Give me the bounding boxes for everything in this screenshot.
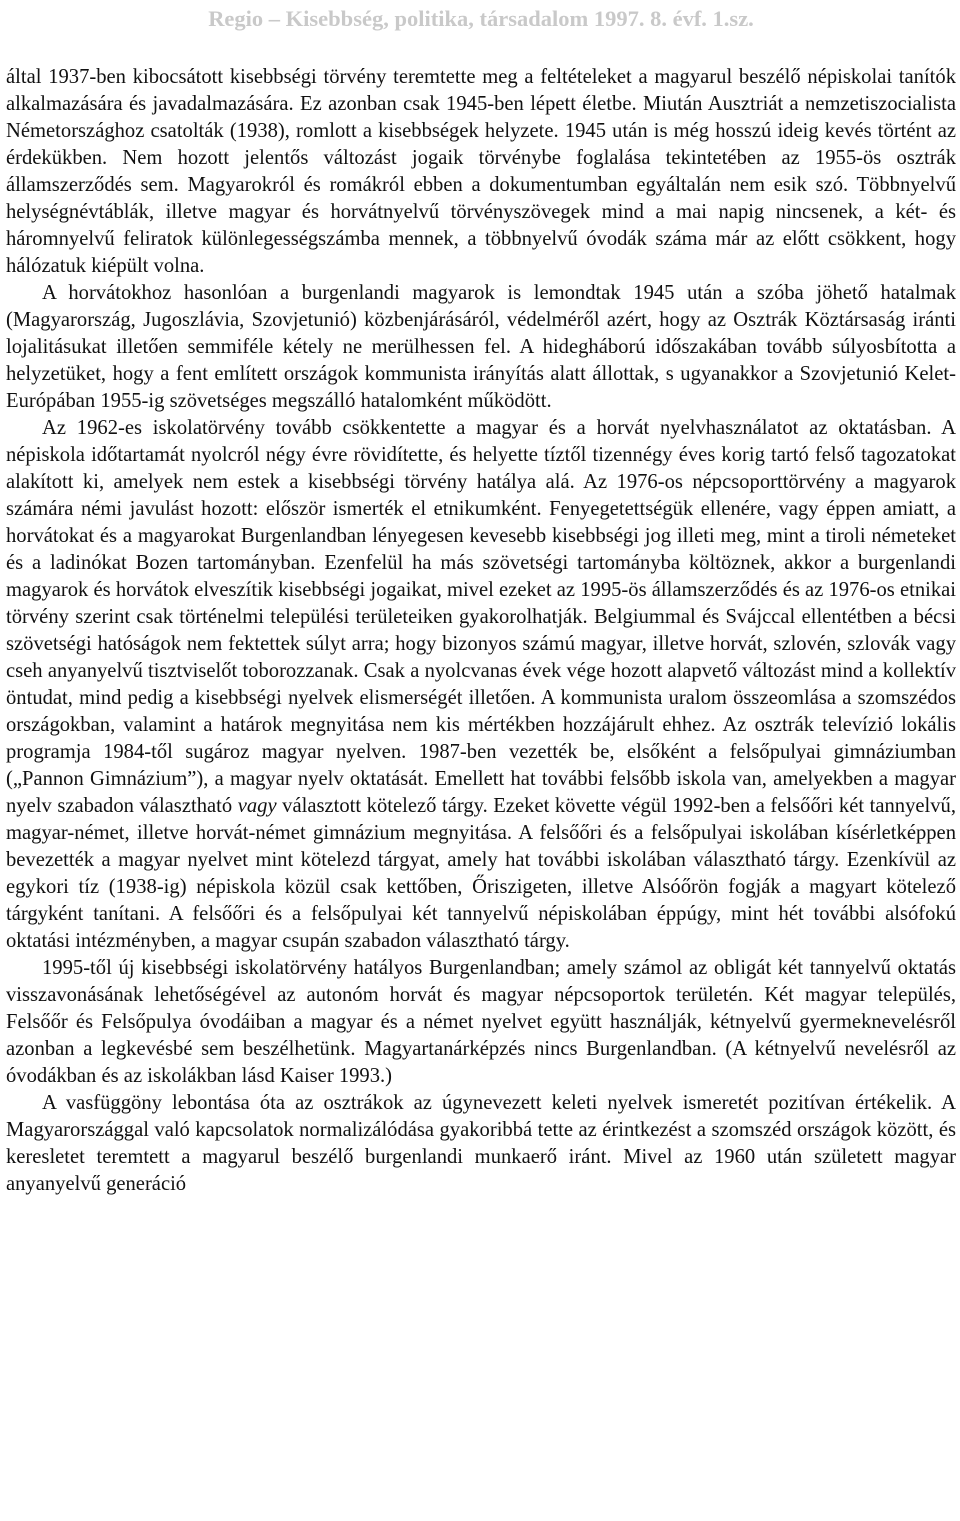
paragraph-1: által 1937-ben kibocsátott kisebbségi törvény teremtette meg a feltételeket a magyarul beszélő népiskolai tanítók alkalmazására és javadalmazására. Ez azonban csak 1945-ben lépett életbe. Miután Ausztriát a nemzetiszocialista Németországhoz csatolták (1938), romlott a kisebbségek helyzete. 1945 után is még hosszú ideig kevés történt az érdekükben. Nem hozott jelentős változást jogaik törvénybe foglalása tekintetében az 1955-ös osztrák államszerződés sem. Magyarokról és romákról ebben a dokumentumban egyáltalán nem esik szó. Többnyelvű helységnévtáblák, illetve magyar és horvátnyelvű törvényszövegek mind a mai napig nincsenek, a két- és háromnyelvű feliratok különlegességszámba mennek, a többnyelvű óvodák száma már az előtt csökkent, hogy hálózatuk kiépült volna. [6,66,956,277]
paragraph-5: A vasfüggöny lebontása óta az osztrákok az úgynevezett keleti nyelvek ismeretét pozitívan értékelik. A Magyarországgal való kapcsolatok normalizálódása gyakoribbá tette az érintkezést a szomszéd országok között, és keresletet teremtett a magyarul beszélő burgenlandi munkaerő iránt. Mivel az 1960 után született magyar anyanyelvű generáció [6,1092,956,1195]
paragraph-2: A horvátokhoz hasonlóan a burgenlandi magyarok is lemondtak 1945 után a szóba jöhető hatalmak (Magyarország, Jugoszlávia, Szovjetunió) közbenjárásáról, védelméről azért, hogy az Osztrák Köztársaság iránti lojalitásukat illetően semmiféle kétely ne merülhessen fel. A hidegháború időszakában tovább súlyosbította a helyzetüket, hogy a fent említett országok kommunista irányítás alatt állottak, s ugyanakkor a Szovjetunió Kelet-Európában 1955-ig szövetséges megszálló hatalomként működött. [6,282,956,412]
paragraph-3 [6,415,956,955]
body-text [6,64,956,1198]
paragraph-3-italic-word: vagy [237,795,277,817]
paragraph-3-text-after: választott kötelező tárgy. Ezeket követte végül 1992-ben a felsőőri két tannyelvű, magyar-német, illetve horvát-német gimnázium megnyitása. A felsőőri és a felsőpulyai iskolában kísérletképpen bevezették a magyar nyelvet mint kötelezd tárgyat, amely hat további iskolában választható tárgy. Ezenkívül az egykori tíz (1938-ig) népiskola közül csak kettőben, Őriszigeten, illetve Alsóőrön fogják a magyart kötelező tárgyként tanítani. A felsőőri és a felsőpulyai két tannyelvű népiskolában éppúgy, mint hét további alsófokú oktatási intézményben, a magyar csupán szabadon választható tárgy. [6,795,956,952]
paragraph-4: 1995-től új kisebbségi iskolatörvény hatályos Burgenlandban; amely számol az obligát két tannyelvű oktatás visszavonásának lehetőségével az autonóm horvát és magyar népcsoportok területén. Két magyar település, Felsőőr és Felsőpulya óvodáiban a magyar és a német nyelvet együtt használják, kétnyelvű gyermeknevelésről azonban a legkevésbé sem beszélhetünk. Magyartanárképzés nincs Burgenlandban. (A kétnyelvű nevelésről az óvodákban és az iskolákban lásd Kaiser 1993.) [6,957,956,1087]
document-page [6,0,956,1521]
running-header: Regio – Kisebbség, politika, társadalom 1997. 8. évf. 1.sz. [208,6,754,31]
paragraph-3-text-before: Az 1962-es iskolatörvény tovább csökkentette a magyar és a horvát nyelvhasználatot az oktatásban. A népiskola időtartamát nyolcról négy évre rövidítette, és helyette tíztől tizennégy éves korig tartó felső tagozatokat alakított ki, amelyek nem estek a kisebbségi törvény hatálya alá. Az 1976-os népcsoporttörvény a magyarok számára némi javulást hozott: először ismerték el etnikumként. Fenyegetettségük ellenére, vagy éppen amiatt, a horvátokat és a magyarokat Burgenlandban lényegesen kevesebb kisebbségi jog illeti meg, mint a tiroli németeket és a ladinókat Bozen tartományban. Ezenfelül ha más szövetségi tartományba költöznek, akkor a burgenlandi magyarok és horvátok elveszítik kisebbségi jogaikat, mivel ezeket az 1995-ös államszerződés és az 1976-os etnikai törvény szerint csak történelmi települési területeiken gyakorolhatják. Belgiummal és Svájccal ellentétben a bécsi szövetségi hatóságok nem fektettek súlyt arra; hogy bizonyos számú magyar, illetve horvát, szlovén, szlovák vagy cseh anyanyelvű tisztviselőt toborozzanak. Csak a nyolcvanas évek vége hozott alapvető változást mind a kollektív öntudat, mind pedig a kisebbségi nyelvek elismerségét illetően. A kommunista uralom összeomlása a szomszédos országokban, valamint a határok megnyitása nem kis mértékben hozzájárult ehhez. Az osztrák televízió lokális programja 1984-től sugároz magyar nyelven. 1987-ben vezették be, elsőként a felsőpulyai gimnáziumban („Pannon Gimnázium”), a magyar nyelv oktatását. Emellett hat további felsőbb iskola van, amelyekben a magyar nyelv szabadon választható [6,417,956,817]
